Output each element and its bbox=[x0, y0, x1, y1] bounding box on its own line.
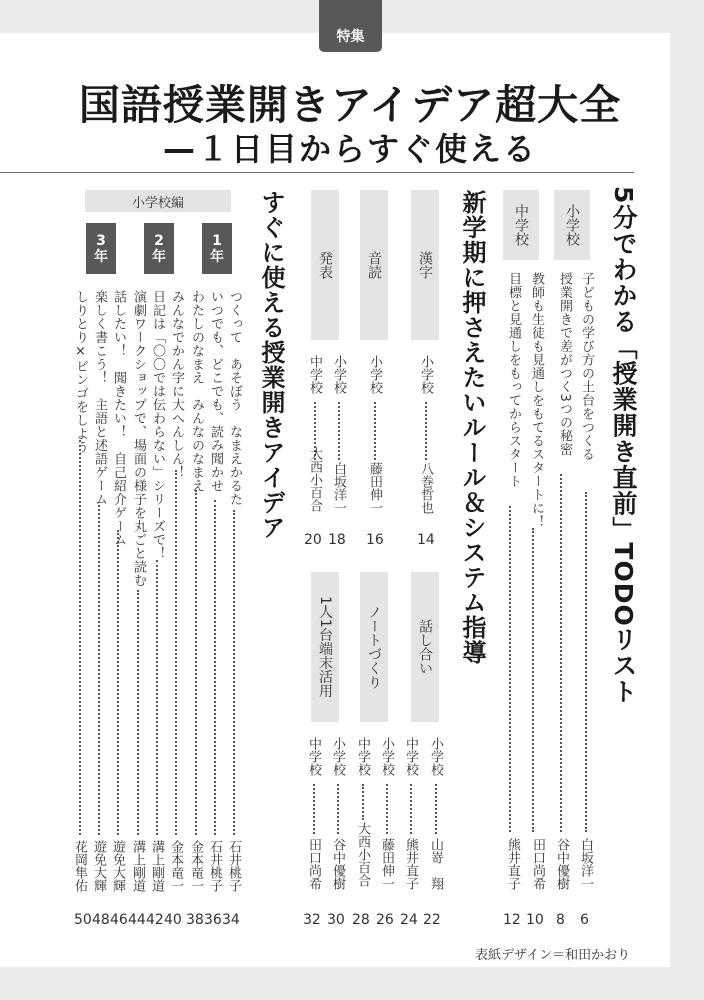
toc-entry-title[interactable]: 目標と見通しをもってからスタート bbox=[506, 272, 521, 488]
leader-dots bbox=[175, 470, 177, 835]
author: 田口尚希 bbox=[306, 838, 321, 890]
school-label[interactable]: 中学校 bbox=[306, 737, 321, 776]
leader-dots bbox=[585, 492, 587, 832]
leader-dots bbox=[233, 510, 235, 835]
author: 石井桃子 bbox=[207, 840, 222, 892]
school-label[interactable]: 小学校 bbox=[331, 355, 346, 394]
leader-dots bbox=[79, 440, 81, 835]
leader-dots bbox=[313, 784, 315, 834]
leader-dots bbox=[214, 500, 216, 835]
badge-label: 特集 bbox=[336, 29, 365, 45]
topic-label-hanashiai: 話し合い bbox=[411, 572, 439, 722]
leader-dots bbox=[137, 590, 139, 835]
leader-dots bbox=[337, 784, 339, 834]
author: 溝上剛道 bbox=[130, 840, 145, 892]
author: 熊井直子 bbox=[505, 838, 520, 890]
page-number: 26 bbox=[376, 912, 394, 928]
author: 熊井直子 bbox=[403, 838, 418, 890]
author: 白坂洋一 bbox=[331, 462, 346, 514]
page-number: 38 bbox=[186, 912, 204, 928]
grade-num: 2 bbox=[154, 232, 164, 249]
label-elementary: 小学校 bbox=[554, 190, 590, 260]
leader-dots bbox=[509, 506, 511, 832]
toc-entry-title[interactable]: 楽しく書こう！ 主語と述語ゲーム bbox=[92, 290, 107, 506]
cover-design-credit: 表紙デザイン＝和田かおり bbox=[475, 948, 631, 963]
toc-entry-title[interactable]: 話したい！ 聞きたい！ 自己紹介ゲーム bbox=[111, 290, 126, 547]
author: 金本竜一 bbox=[168, 840, 183, 892]
page-number: 16 bbox=[366, 532, 384, 548]
page-number: 24 bbox=[400, 912, 418, 928]
author: 遊免大輝 bbox=[91, 840, 106, 892]
toc-entry-title[interactable]: 授業開きで差がつく3つの秘密 bbox=[557, 272, 572, 457]
section-heading-todo: 5分でわかる「授業開き直前」TODOリスト bbox=[609, 186, 638, 705]
toc-entry-title[interactable]: みんなでかん字に大へんしん！ bbox=[169, 290, 184, 479]
topic-label-note: ノートづくり bbox=[360, 572, 388, 722]
author: 金本竜一 bbox=[188, 840, 203, 892]
school-label[interactable]: 中学校 bbox=[355, 737, 370, 776]
leader-dots bbox=[98, 505, 100, 835]
page-number: 10 bbox=[526, 912, 544, 928]
topic-label-kanji: 漢字 bbox=[411, 190, 439, 340]
leader-dots bbox=[560, 474, 562, 832]
page-number: 20 bbox=[304, 532, 322, 548]
leader-dots bbox=[435, 784, 437, 834]
page-number: 44 bbox=[128, 912, 146, 928]
page-number: 48 bbox=[92, 912, 110, 928]
page-title: 国語授業開きアイデア超大全 bbox=[78, 81, 622, 129]
grade-unit: 年 bbox=[210, 248, 224, 265]
leader-dots bbox=[374, 402, 376, 460]
author: 溝上剛道 bbox=[149, 840, 164, 892]
group-label-elementary: 小学校編 bbox=[85, 190, 231, 212]
page-number: 22 bbox=[423, 912, 441, 928]
toc-entry-title[interactable]: しりとり×ビンゴをしよう bbox=[73, 290, 88, 454]
toc-entry-title[interactable]: 教師も生徒も見通しをもてるスタートに！ bbox=[529, 272, 544, 529]
author: 山嵜 翔 bbox=[428, 838, 443, 890]
author: 田口尚希 bbox=[530, 838, 545, 890]
author: 藤田伸一 bbox=[379, 838, 394, 890]
author: 谷中優樹 bbox=[330, 838, 345, 890]
page-number: 34 bbox=[222, 912, 240, 928]
school-label[interactable]: 小学校 bbox=[379, 737, 394, 776]
page-number: 42 bbox=[146, 912, 164, 928]
toc-entry-title[interactable]: 子どもの学び方の土台をつくる bbox=[579, 272, 594, 461]
leader-dots bbox=[195, 490, 197, 835]
leader-dots bbox=[362, 784, 364, 820]
topic-label-ondoku: 音読 bbox=[360, 190, 388, 340]
page-number: 46 bbox=[110, 912, 128, 928]
toc-entry-title[interactable]: 演劇ワークショップで、場面の様子を丸ごと読む bbox=[131, 290, 146, 587]
leader-dots bbox=[156, 560, 158, 835]
page-subtitle: —１日目からすぐ使える bbox=[162, 130, 537, 168]
author: 遊免大輝 bbox=[110, 840, 125, 892]
leader-dots bbox=[386, 784, 388, 834]
school-label[interactable]: 中学校 bbox=[403, 737, 418, 776]
page-number: 50 bbox=[74, 912, 92, 928]
grade-badge-1 bbox=[202, 223, 232, 274]
page-number: 14 bbox=[417, 532, 435, 548]
grade-unit: 年 bbox=[94, 248, 108, 265]
school-label[interactable]: 中学校 bbox=[307, 355, 322, 394]
grade-badge-2 bbox=[144, 223, 174, 274]
school-label[interactable]: 小学校 bbox=[418, 355, 433, 394]
section-heading-ideas: すぐに使える授業開きアイデア bbox=[257, 190, 285, 540]
author: 谷中優樹 bbox=[554, 838, 569, 890]
school-label[interactable]: 小学校 bbox=[367, 355, 382, 394]
grade-unit: 年 bbox=[152, 248, 166, 265]
topic-label-happyo: 発表 bbox=[311, 190, 339, 340]
topic-label-device: 1人1台端末活用 bbox=[311, 572, 339, 722]
page-number: 32 bbox=[303, 912, 321, 928]
author: 白坂洋一 bbox=[578, 838, 593, 890]
leader-dots bbox=[338, 402, 340, 460]
grade-badge-3 bbox=[86, 223, 116, 274]
grade-num: 3 bbox=[96, 232, 106, 249]
author: 八巻哲也 bbox=[418, 462, 433, 514]
leader-dots bbox=[117, 530, 119, 835]
page-number: 8 bbox=[556, 912, 565, 928]
grade-num: 1 bbox=[212, 232, 222, 249]
feature-badge bbox=[319, 0, 382, 52]
page-number: 12 bbox=[503, 912, 521, 928]
page-number: 18 bbox=[328, 532, 346, 548]
page-number: 28 bbox=[352, 912, 370, 928]
leader-dots bbox=[532, 528, 534, 832]
leader-dots bbox=[425, 402, 427, 460]
toc-entry-title[interactable]: つくって あそぼう なまえかるた bbox=[227, 290, 242, 506]
author: 石井桃子 bbox=[226, 840, 241, 892]
school-label[interactable]: 小学校 bbox=[330, 737, 345, 776]
page-number: 40 bbox=[164, 912, 182, 928]
leader-dots bbox=[410, 784, 412, 834]
author: 大西小百合 bbox=[307, 447, 322, 512]
page-number: 36 bbox=[204, 912, 222, 928]
page-number: 6 bbox=[580, 912, 589, 928]
section-heading-rules: 新学期に押さえたいルール＆システム指導 bbox=[458, 190, 486, 665]
toc-entry-title[interactable]: いつでも、どこでも、読み聞かせ bbox=[208, 290, 223, 493]
page-number: 30 bbox=[327, 912, 345, 928]
toc-entry-title[interactable]: わたしのなまえ みんなのなまえ bbox=[189, 290, 204, 493]
school-label[interactable]: 小学校 bbox=[428, 737, 443, 776]
title-divider bbox=[0, 172, 634, 173]
label-junior-high: 中学校 bbox=[503, 190, 539, 260]
toc-entry-title[interactable]: 日記は「〇〇では伝わらない」シリーズで！ bbox=[150, 290, 165, 560]
author: 花岡隼佑 bbox=[72, 840, 87, 892]
author: 大西小百合 bbox=[355, 822, 370, 887]
author: 藤田伸一 bbox=[367, 462, 382, 514]
